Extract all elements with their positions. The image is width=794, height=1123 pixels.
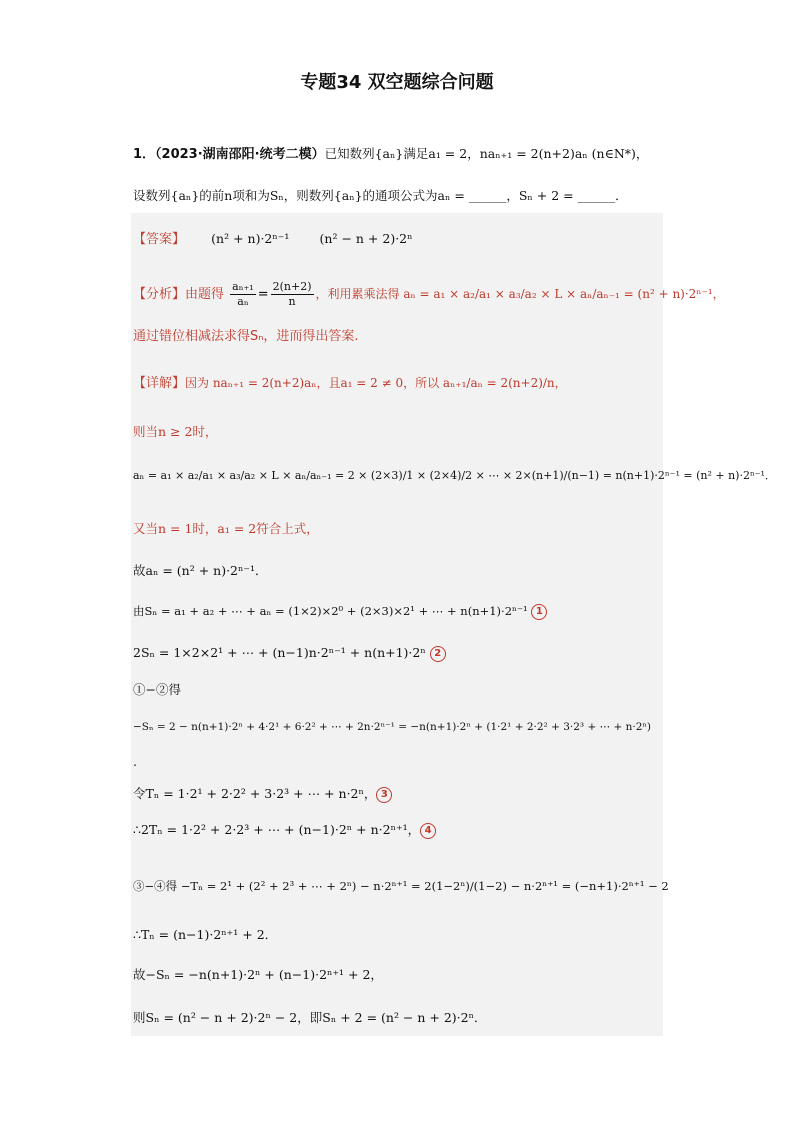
answer-value-2: (n² − n + 2)·2ⁿ: [319, 231, 413, 246]
analysis-ratio-value: $\frac{2(n+2)}{n}$: [272, 280, 312, 308]
question-source: （2023·湖南邵阳·统考二模）: [155, 147, 325, 162]
detail-row-10: .: [133, 754, 137, 769]
analysis-ratio: $\frac{\text{aₙ₊₁}}{\text{aₙ}}$: [232, 280, 254, 308]
detail-label: 【详解】: [133, 376, 186, 391]
question-number: 1．: [133, 147, 156, 162]
answer-label: 【答案】: [133, 232, 186, 247]
analysis-text-1: 由题得: [185, 287, 225, 302]
circled-one-marker: 1: [531, 604, 547, 620]
question-text-2: 设数列{aₙ}的前n项和为Sₙ，则数列{aₙ}的通项公式为aₙ = ______，Sₙ + 2 = ______．: [133, 188, 628, 203]
question-line-1: [133, 144, 648, 165]
detail-text-1: 因为 naₙ₊₁ = 2(n+2)aₙ，且a₁ = 2 ≠ 0，所以 aₙ₊₁/aₙ = 2(n+2)/n，: [185, 376, 567, 390]
answer-row: [133, 229, 413, 250]
detail-row-11: 令Tₙ = 1·2¹ + 2·2² + 3·2³ + ⋯ + n·2ⁿ， 3: [133, 784, 392, 804]
page-title: 专题34 双空题综合问题: [300, 72, 494, 93]
question-text-1: 已知数列{aₙ}满足a₁ = 2，naₙ₊₁ = 2(n+2)aₙ (n∈N*)，: [324, 146, 649, 161]
analysis-row-2: 通过错位相减法求得Sₙ，进而得出答案.: [133, 329, 359, 344]
detail-row-5: 故aₙ = (n² + n)·2ⁿ⁻¹．: [133, 563, 268, 578]
detail-row-13: ③−④得 −Tₙ = 2¹ + (2² + 2³ + ⋯ + 2ⁿ) − n·2ⁿ⁺¹ = 2(1−2ⁿ)/(1−2) − n·2ⁿ⁺¹ = (−n+1)·2ⁿ⁺¹ − 2: [133, 879, 669, 893]
answer-value-1: (n² + n)·2ⁿ⁻¹: [211, 231, 290, 246]
question-line-2: [133, 186, 628, 207]
circled-three-marker: 3: [376, 787, 392, 803]
analysis-row-1: 【分析】由题得 $\frac{\text{aₙ₊₁}}{\text{aₙ}}$ = $\frac{2(n+2)}{n}$ ，利用累乘法得 aₙ = a₁ × a₂/a₁ × a₃/a₂ × L × aₙ/aₙ₋₁ = (n² + n)·2ⁿ⁻¹，: [133, 280, 725, 308]
analysis-label: 【分析】: [133, 287, 186, 302]
detail-row-9: −Sₙ = 2 − n(n+1)·2ⁿ + 4·2¹ + 6·2² + ⋯ + 2n·2ⁿ⁻¹ = −n(n+1)·2ⁿ + (1·2¹ + 2·2² + 3·2³ + ⋯ + n·2ⁿ): [133, 721, 652, 733]
detail-row-12: ∴2Tₙ = 1·2² + 2·2³ + ⋯ + (n−1)·2ⁿ + n·2ⁿ⁺¹， 4: [133, 820, 436, 840]
detail-row-7: 2Sₙ = 1×2×2¹ + ⋯ + (n−1)n·2ⁿ⁻¹ + n(n+1)·2ⁿ 2: [133, 643, 446, 663]
detail-row-6: 由Sₙ = a₁ + a₂ + ⋯ + aₙ = (1×2)×2⁰ + (2×3)×2¹ + ⋯ + n(n+1)·2ⁿ⁻¹ 1: [133, 601, 547, 621]
circled-two-marker: 2: [430, 646, 446, 662]
detail-row-3: aₙ = a₁ × a₂/a₁ × a₃/a₂ × L × aₙ/aₙ₋₁ = 2 × (2×3)/1 × (2×4)/2 × ⋯ × 2×(n+1)/(n−1) = n(n+1)·2ⁿ⁻¹ = (n² + n)·2ⁿ⁻¹．: [133, 469, 776, 482]
detail-row-4: 又当n = 1时，a₁ = 2符合上式，: [133, 521, 319, 536]
detail-row-8: ①−②得: [133, 682, 181, 697]
circled-four-marker: 4: [420, 823, 436, 839]
detail-row-14: ∴Tₙ = (n−1)·2ⁿ⁺¹ + 2．: [133, 927, 278, 942]
detail-row-15: 故−Sₙ = −n(n+1)·2ⁿ + (n−1)·2ⁿ⁺¹ + 2，: [133, 967, 383, 982]
detail-row-1: [133, 373, 567, 394]
detail-row-2: 则当n ≥ 2时，: [133, 424, 218, 439]
detail-row-16: 则Sₙ = (n² − n + 2)·2ⁿ − 2，即Sₙ + 2 = (n² − n + 2)·2ⁿ．: [133, 1010, 487, 1025]
analysis-text-2: ，利用累乘法得 aₙ = a₁ × a₂/a₁ × a₃/a₂ × L × aₙ/aₙ₋₁ = (n² + n)·2ⁿ⁻¹，: [315, 287, 725, 301]
